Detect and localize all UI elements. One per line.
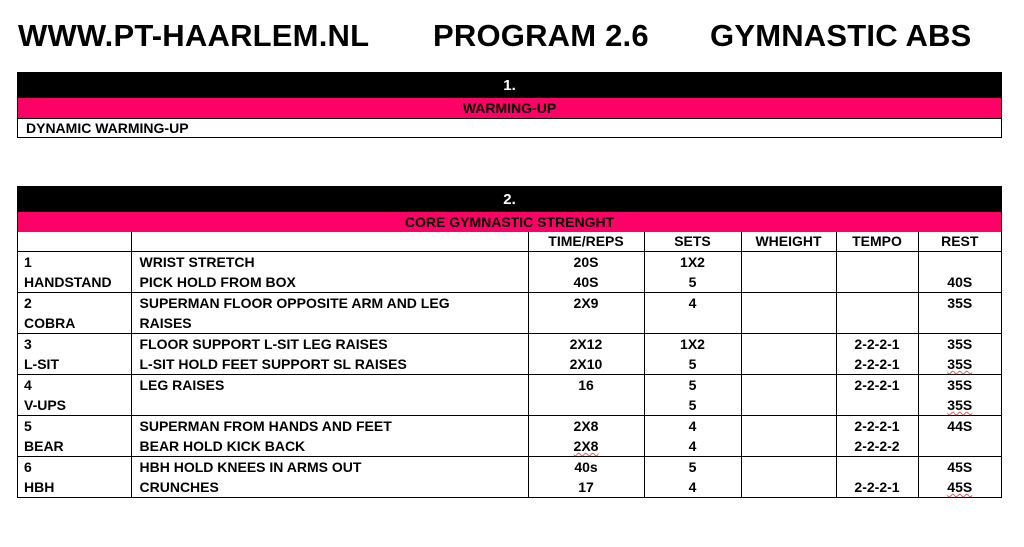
exercise-name-cell [131,334,528,375]
page-title [0,14,1024,58]
tempo-value-cell [836,457,918,498]
time-reps-value: 2X10 [569,356,603,372]
rest-value: 40S [947,274,973,290]
rest-value: 45S [947,459,973,475]
time-reps-value [529,395,644,415]
warming-up-item: DYNAMIC WARMING-UP [18,118,1001,137]
exercise-name-cell [131,416,528,457]
exercise-name: FLOOR SUPPORT L-SIT LEG RAISES [139,336,388,352]
tempo-value [837,293,918,313]
tempo-value: 2-2-2-1 [854,356,900,372]
section-number: 2. [18,187,1001,211]
tempo-value-cell [836,416,918,457]
table-row [18,375,1001,416]
program-number: PROGRAM 2.6 [433,18,649,53]
tempo-value: 2-2-2-1 [854,479,900,495]
time-reps-value [529,313,644,333]
time-reps-value-cell [528,334,644,375]
rest-value: 35S [947,336,973,352]
weight-value [742,477,836,497]
sets-value-cell [644,416,741,457]
time-reps-value: 40S [573,274,599,290]
rest-value-cell [918,375,1001,416]
tempo-value [837,457,918,477]
exercise-name: CRUNCHES [139,479,219,495]
column-header-label [18,232,131,252]
rest-value [919,395,1002,415]
section-title: WARMING-UP [18,97,1001,118]
tempo-value [837,272,918,292]
weight-value [742,354,836,374]
table-row [18,252,1001,293]
exercise-name [140,395,528,415]
time-reps-value-cell [528,293,644,334]
time-reps-value: 17 [578,479,594,495]
rest-value-cell [918,252,1001,293]
exercise-group-label-cell [18,457,131,498]
rest-value: 35S [947,295,973,311]
exercise-group-label: HBH [24,479,55,495]
exercise-group-label: L-SIT [24,356,59,372]
sets-value: 1X2 [680,254,705,270]
sets-value: 4 [688,295,697,311]
time-reps-value: 2X12 [569,336,603,352]
exercise-name: WRIST STRETCH [139,254,255,270]
rest-value [919,313,1002,333]
sets-value: 5 [688,397,697,413]
time-reps-value-cell [528,457,644,498]
time-reps-value-cell [528,252,644,293]
exercise-name: SUPERMAN FROM HANDS AND FEET [139,418,392,434]
exercise-group-label: V-UPS [24,397,67,413]
exercise-name-cell [131,457,528,498]
sets-value-cell [644,457,741,498]
tempo-value: 2-2-2-1 [854,377,900,393]
time-reps-value [529,436,644,456]
exercise-group-label: 4 [24,377,32,393]
rest-value [919,436,1002,456]
column-header-weight: WHEIGHT [741,232,836,252]
weight-value-cell [741,334,836,375]
rest-value-text: 45S [947,479,973,495]
column-header-tempo: TEMPO [836,232,918,252]
tempo-value [837,313,918,333]
exercise-group-label: 1 [24,254,32,270]
table-header-row [18,232,1001,252]
table-row [18,416,1001,457]
rest-value: 44S [947,418,973,434]
rest-value-cell [918,293,1001,334]
weight-value [742,252,836,272]
tempo-value-cell [836,375,918,416]
tempo-value: 2-2-2-1 [854,418,900,434]
weight-value-cell [741,457,836,498]
time-reps-value: 20S [573,254,599,270]
sets-value: 4 [688,479,697,495]
exercise-name: HBH HOLD KNEES IN ARMS OUT [139,459,362,475]
column-header-time-reps: TIME/REPS [528,232,644,252]
weight-value-cell [741,293,836,334]
sets-value-cell [644,334,741,375]
table-row [18,293,1001,334]
sets-value-cell [644,252,741,293]
time-reps-value: 2X9 [573,295,599,311]
exercise-group-label: 3 [24,336,32,352]
sets-value: 1X2 [680,336,705,352]
rest-value [919,252,1002,272]
table-row [18,457,1001,498]
weight-value [742,395,836,415]
exercise-name: BEAR HOLD KICK BACK [139,438,306,454]
exercise-name: LEG RAISES [139,377,225,393]
site-url: WWW.PT-HAARLEM.NL [18,18,370,53]
sets-value: 5 [688,356,697,372]
exercise-group-label: 2 [24,295,32,311]
tempo-value [837,395,918,415]
time-reps-value-cell [528,375,644,416]
time-reps-value: 40s [574,459,598,475]
rest-value [919,354,1002,374]
exercise-name-cell [131,375,528,416]
time-reps-value-text: 2X8 [573,438,599,454]
weight-value-cell [741,252,836,293]
column-header-sets: SETS [644,232,741,252]
rest-value-cell [918,334,1001,375]
exercise-name: RAISES [139,315,192,331]
tempo-value [837,252,918,272]
weight-value-cell [741,416,836,457]
exercise-group-label-cell [18,375,131,416]
tempo-value-cell [836,293,918,334]
weight-value [742,313,836,333]
weight-value [742,375,836,395]
tempo-value-cell [836,252,918,293]
rest-value-cell [918,416,1001,457]
sets-value: 5 [688,274,697,290]
column-header-rest: REST [918,232,1001,252]
sets-value-cell [644,293,741,334]
sets-value-cell [644,375,741,416]
exercise-table [18,232,1001,497]
table-row [18,334,1001,375]
rest-value-text: 35S [947,397,973,413]
section-title: CORE GYMNASTIC STRENGHT [18,211,1001,232]
time-reps-value: 16 [578,377,594,393]
exercise-group-label-cell [18,293,131,334]
exercise-name: L-SIT HOLD FEET SUPPORT SL RAISES [139,356,407,372]
rest-value: 35S [947,377,973,393]
tempo-value: 2-2-2-2 [854,438,900,454]
exercise-name-cell [131,252,528,293]
time-reps-value-cell [528,416,644,457]
exercise-group-label: BEAR [24,438,64,454]
exercise-name-cell [131,293,528,334]
program-name: GYMNASTIC ABS [710,18,972,53]
warming-up-section [17,72,1002,138]
weight-value [742,436,836,456]
sets-value: 4 [688,438,697,454]
exercise-group-label: 5 [24,418,32,434]
weight-value [742,457,836,477]
tempo-value: 2-2-2-1 [854,336,900,352]
exercise-group-label-cell [18,416,131,457]
section-number: 1. [18,73,1001,97]
core-strength-section [17,186,1002,498]
exercise-name: PICK HOLD FROM BOX [139,274,296,290]
exercise-name: SUPERMAN FLOOR OPPOSITE ARM AND LEG [139,295,450,311]
rest-value-cell [918,457,1001,498]
sets-value: 5 [688,459,697,475]
weight-value [742,416,836,436]
rest-value [919,477,1002,497]
sets-value: 4 [688,418,697,434]
exercise-group-label: HANDSTAND [24,274,112,290]
rest-value-text: 35S [947,356,973,372]
exercise-group-label: 6 [24,459,32,475]
weight-value [742,293,836,313]
sets-value [645,313,741,333]
tempo-value-cell [836,334,918,375]
exercise-group-label-cell [18,334,131,375]
exercise-group-label-cell [18,252,131,293]
weight-value-cell [741,375,836,416]
weight-value [742,334,836,354]
sets-value: 5 [688,377,697,393]
exercise-group-label: COBRA [24,315,76,331]
time-reps-value: 2X8 [573,418,599,434]
weight-value [742,272,836,292]
column-header-exercise [131,232,528,252]
